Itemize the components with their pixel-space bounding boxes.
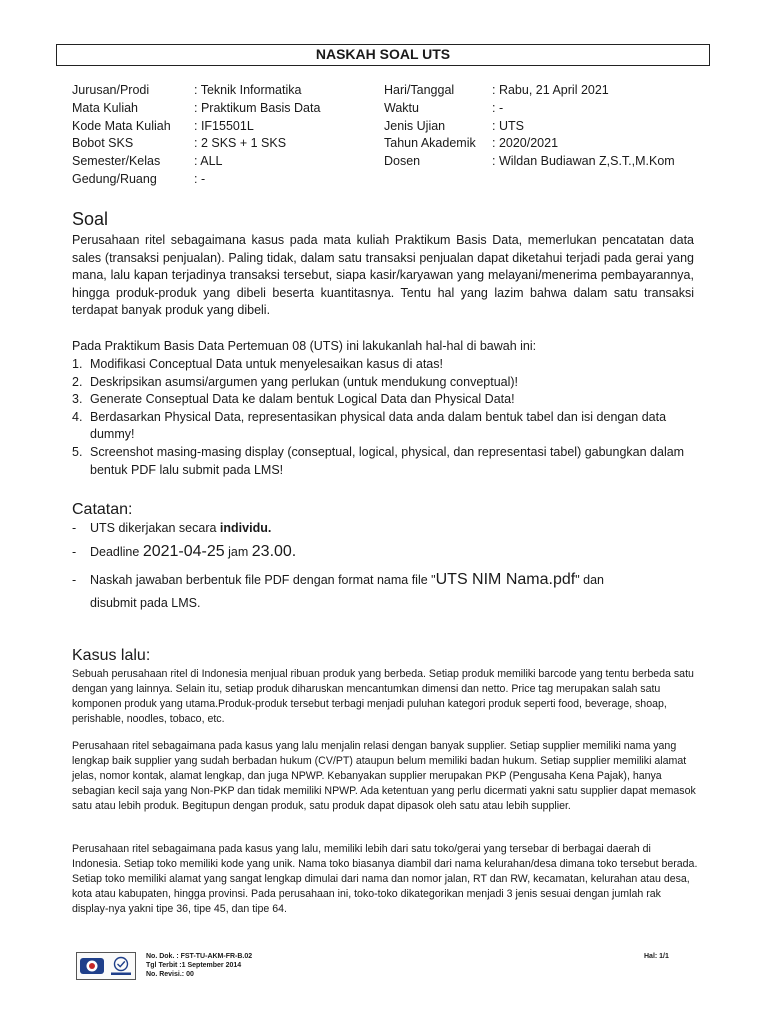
- exam-info-left: [72, 82, 320, 189]
- doc-number: No. Dok. : FST-TU-AKM-FR-B.02: [146, 953, 253, 960]
- soal-paragraph: Perusahaan ritel sebagaimana kasus pada mata kuliah Praktikum Basis Data, memerlukan pencatatan data sales (transaksi penjualan). Paling tidak, dalam satu transaksi penjualan dapat diketahui terjadi pada gerai yang mana, lalu kapan terjadinya transaksi tersebut, siapa kasir/karyawan yang melayani/menerima pembayarannya, hingga produk-produk yang dibeli beserta kuantitasnya. Tentu hal yang lazim bahwa dalam satu transaksi terdapat banyak produk yang dibeli.: [72, 233, 694, 318]
- info-row: Waktu : -: [384, 100, 504, 115]
- bullet-dash: -: [72, 521, 77, 535]
- kasus-paragraph: Sebuah perusahaan ritel di Indonesia menjual ribuan produk yang berbeda. Setiap produk memiliki barcode yang tentu berbeda satu dengan yang lainnya. Selain itu, setiap produk diharuskan mencantumkan dimensi dan netto. Price tag merupakan salah satu komponen produk yang utama.Produk-produk tersebut terbagi menjadi puluhan kategori produk seperti food, beverage, shoap, perishable, noodles, tobaco, etc.: [72, 668, 694, 726]
- page-number: Hal: 1/1: [644, 953, 669, 960]
- catatan-heading: Catatan:: [72, 501, 133, 518]
- kasus-paragraph: Perusahaan ritel sebagaimana pada kasus yang lalu, memiliki lebih dari satu toko/gerai yang tersebar di berbagai daerah di Indonesia. Setiap toko memiliki kode yang unik. Nama toko biasanya diambil dari nama kelurahan/desa dimana toko tersebut berada. Setiap toko memiliki alamat yang sangat lengkap dimulai dari nama dan nomor jalan, RT dan RW, kecamatan, kelurahan atau desa, kota atau kabupaten, hingga provinsi. Pada perusahaan ini, toko-toko dikategorikan menjadi 3 jenis sesuai dengan jumlah rak display-nya yakni tipe 36, tipe 45, dan tipe 64.: [72, 843, 698, 916]
- list-item: 3. Generate Conseptual Data ke dalam bentuk Logical Data dan Physical Data!: [72, 392, 515, 407]
- list-item: 1. Modifikasi Conceptual Data untuk menyelesaikan kasus di atas!: [72, 357, 443, 371]
- revision-number: No. Revisi.: 00: [146, 971, 194, 978]
- info-row: Jenis Ujian : UTS: [384, 118, 524, 133]
- list-item: 4. Berdasarkan Physical Data, representasikan physical data anda dalam bentuk tabel dan isi dengan data dummy!: [72, 409, 667, 442]
- issue-date: Tgl Terbit :1 September 2014: [146, 962, 242, 969]
- info-row: Mata Kuliah : Praktikum Basis Data: [72, 100, 321, 115]
- soal-heading: Soal: [72, 209, 109, 229]
- deadline-date: 2021-04-25: [142, 543, 225, 560]
- info-row: Gedung/Ruang : -: [72, 171, 206, 186]
- soal-intro: Pada Praktikum Basis Data Pertemuan 08 (UTS) ini lakukanlah hal-hal di bawah ini:: [72, 339, 537, 353]
- bullet-dash: -: [72, 545, 77, 559]
- exam-document: NASKAH SOAL UTS Jurusan/Prodi : Teknik Informatika Mata Kuliah : Praktikum Basis Data Kode Mata Kuliah : IF15501L Bobot SKS : 2 SKS + 1 SKS Semester/Kelas : ALL Gedung/Ruang : - Hari/Tanggal : Rabu, 21 April 2021 Waktu : - Jenis Ujian : UTS Tahun Akademik : 2020/2021 Dosen : Wildan Budiawan Z,S.T.,M.Kom Soal Perusahaan ritel sebagaimana kasus pada mata kuliah Praktikum Basis Data, memerlukan pencatatan data sales (transaksi penjualan). Paling tidak, dalam satu transaksi penjualan dapat diketahui terjadi pada gerai yang mana, lalu kapan terjadinya transaksi tersebut, siapa kasir/karyawan yang melayani/menerima pembayarannya, hingga produk-produk yang dibeli beserta kuantitasnya. Tentu hal yang lazim bahwa dalam satu transaksi terdapat banyak produk yang dibeli. Pada Praktikum Basis Data Pertemuan 08 (UTS) ini lakukanlah hal-hal di bawah ini: 1. Modifikasi Conceptual Data untuk menyelesaikan kasus di atas! 2. Deskripsikan asumsi/argumen yang perlukan (untuk mendukung conveptual)! 3. Generate Conseptual Data ke dalam bentuk Logical Data dan Physical Data! 4. Berdasarkan Physical Data, representasikan physical data anda dalam bentuk tabel dan isi dengan data dummy! 5. Screenshot masing-masing display (conseptual, logical, physical, dan representasi tabel) gabungkan dalam bentuk PDF lalu submit pada LMS! Catatan: - UTS dikerjakan secara individu. - Deadline 2021-04-25 jam 23.00. - Naskah jawaban berbentuk file PDF dengan format nama file "UTS NIM Nama.pdf" dan disubmit pada LMS. Kasus lalu: Sebuah perusahaan ritel di Indonesia menjual ribuan produk yang berbeda. Setiap produk memiliki barcode yang tentu berbeda satu dengan yang lainnya. Selain itu, setiap produk diharuskan mencantumkan dimensi dan netto. Price tag merupakan salah satu komponen produk yang utama.Produk-produk tersebut terbagi menjadi puluhan kategori produk seperti food, beverage, shoap, perishable, noodles, tobaco, etc. Perusahaan ritel sebagaimana pada kasus yang lalu menjalin relasi dengan banyak supplier. Setiap supplier memiliki nama yang lengkap baik supplier yang sudah berbadan hukum (CV/PT) ataupun belum memiliki badan hukum. Setiap supplier memiliki alamat jelas, nomor kontak, alamat lengkap, dan juga NPWP. Kebanyakan supplier merupakan PKP (Pengusaha Kena Pajak), hanya sebagian kecil saja yang Non-PKP dan tidak memiliki NPWP. Ada ketentuan yang perlu dicermati yakni satu supplier dapat memasok satu atau lebih produk. Begitupun dengan produk, satu produk dapat dipasok oleh satu atau lebih supplier. Perusahaan ritel sebagaimana pada kasus yang lalu, memiliki lebih dari satu toko/gerai yang tersebar di berbagai daerah di Indonesia. Setiap toko memiliki kode yang unik. Nama toko biasanya diambil dari nama kelurahan/desa dimana toko tersebut berada. Setiap toko memiliki alamat yang sangat lengkap dimulai dari nama dan nomor jalan, RT dan RW, kecamatan, kelurahan atau desa, kota atau kabupaten, hingga provinsi. Pada perusahaan ini, toko-toko dikategorikan menjadi 3 jenis sesuai dengan jumlah rak display-nya yakni tipe 36, tipe 45, dan tipe 64. No. Dok. : FST-TU-AKM-FR-B.02 Tgl Terbit :1 September 2014 No. Revisi.: 00 Hal: 1/1: [0, 0, 768, 1024]
- document-title: NASKAH SOAL UTS: [56, 44, 710, 66]
- filename-format: UTS NIM Nama.pdf: [435, 571, 576, 588]
- info-row: Semester/Kelas : ALL: [72, 154, 223, 169]
- certification-logo-icon: [111, 958, 131, 976]
- kasus-paragraph: Perusahaan ritel sebagaimana pada kasus yang lalu menjalin relasi dengan banyak supplier. Setiap supplier memiliki nama yang lengkap baik supplier yang sudah berbadan hukum (CV/PT) ataupun belum memiliki badan hukum. Setiap supplier memiliki alamat jelas, nomor kontak, alamat lengkap, dan juga NPWP. Kebanyakan supplier merupakan PKP (Pengusaha Kena Pajak), hanya sebagian kecil saja yang Non-PKP dan tidak memiliki NPWP. Ada ketentuan yang perlu dicermati yakni satu supplier dapat memasok satu atau lebih produk. Begitupun dengan produk, satu produk dapat dipasok oleh satu atau lebih supplier.: [72, 740, 696, 813]
- document-footer: [76, 952, 696, 982]
- info-row: Jurusan/Prodi : Teknik Informatika: [72, 83, 302, 97]
- info-row: Bobot SKS : 2 SKS + 1 SKS: [72, 136, 287, 151]
- deadline-time: 23.00.: [251, 543, 297, 560]
- note-filename-line2: disubmit pada LMS.: [90, 596, 201, 610]
- info-row: Tahun Akademik : 2020/2021: [384, 136, 559, 151]
- footer-logos: [76, 952, 136, 980]
- exam-info-right: [384, 82, 675, 171]
- kasus-heading: Kasus lalu:: [72, 647, 151, 664]
- info-row: Dosen : Wildan Budiawan Z,S.T.,M.Kom: [384, 154, 675, 169]
- info-row: Hari/Tanggal : Rabu, 21 April 2021: [384, 83, 609, 97]
- bullet-dash: -: [72, 573, 77, 587]
- task-list: [72, 356, 702, 479]
- list-item: 5. Screenshot masing-masing display (conseptual, logical, physical, dan representasi tabel) gabungkan dalam bentuk PDF lalu submit pada LMS!: [72, 444, 685, 477]
- list-item: 2. Deskripsikan asumsi/argumen yang perlukan (untuk mendukung conveptual)!: [72, 374, 519, 389]
- info-row: Kode Mata Kuliah : IF15501L: [72, 118, 254, 133]
- university-logo-icon: [80, 958, 104, 974]
